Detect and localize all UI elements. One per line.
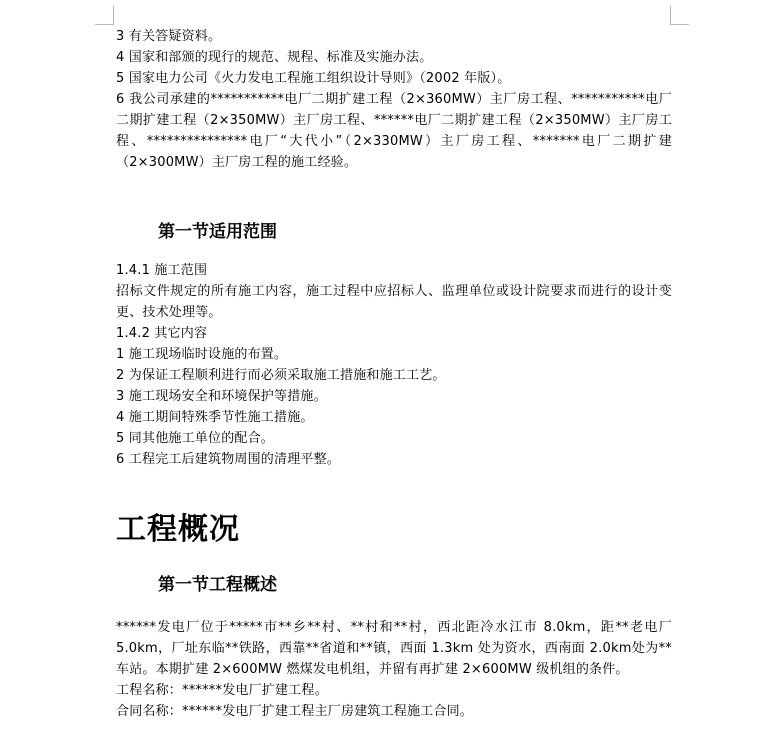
other-item-5: 5 同其他施工单位的配合。 (116, 431, 275, 446)
overview-paragraph: ******发电厂位于*****市**乡**村、**村和**村，西北距冷水江市 8.0km，距**老电厂5.0km，厂址东临**铁路，西靠**省道和**镇，西面 1.3km 处为资水，西南面 2.0km处为**车站。本期扩建 2×600MW 燃煤发电机组，并留有再扩建 2×600MW 级机组的条件。 (116, 620, 672, 677)
chapter-title: 工程概况 (116, 512, 240, 547)
contract-name-line: 合同名称：******发电厂扩建工程主厂房建筑工程施工合同。 (116, 704, 474, 719)
reference-item-6: 6 我公司承建的***********电厂二期扩建工程（2×360MW）主厂房工程、***********电厂二期扩建工程（2×350MW）主厂房工程、******电厂二期扩建工程（2×350MW）主厂房工程、***************电厂“大代小”（2×330MW）主厂房工程、*******电厂二期扩建（2×300MW）主厂房工程的施工经验。 (116, 92, 672, 170)
reference-item-3: 3 有关答疑资料。 (116, 29, 222, 44)
subsection-label-other: 1.4.2 其它内容 (116, 326, 208, 341)
section-heading-scope: 第一节适用范围 (158, 222, 277, 242)
construction-scope-paragraph: 招标文件规定的所有施工内容，施工过程中应招标人、监理单位或设计院要求而进行的设计变更、技术处理等。 (116, 284, 672, 320)
document-body (116, 26, 672, 722)
other-item-1: 1 施工现场临时设施的布置。 (116, 347, 288, 362)
margin-corner-mark-left (95, 6, 114, 25)
margin-corner-mark-right (670, 6, 689, 25)
other-item-6: 6 工程完工后建筑物周围的清理平整。 (116, 452, 341, 467)
other-item-3: 3 施工现场安全和环境保护等措施。 (116, 389, 327, 404)
other-item-4: 4 施工期间特殊季节性施工措施。 (116, 410, 314, 425)
reference-item-4: 4 国家和部颁的现行的规范、规程、标准及实施办法。 (116, 50, 433, 65)
other-item-2: 2 为保证工程顺利进行而必须采取施工措施和施工工艺。 (116, 368, 446, 383)
project-name-line: 工程名称：******发电厂扩建工程。 (116, 683, 328, 698)
section-heading-overview: 第一节工程概述 (158, 575, 277, 595)
reference-item-5: 5 国家电力公司《火力发电工程施工组织设计导则》（2002 年版）。 (116, 71, 511, 86)
subsection-label-construction-scope: 1.4.1 施工范围 (116, 263, 208, 278)
